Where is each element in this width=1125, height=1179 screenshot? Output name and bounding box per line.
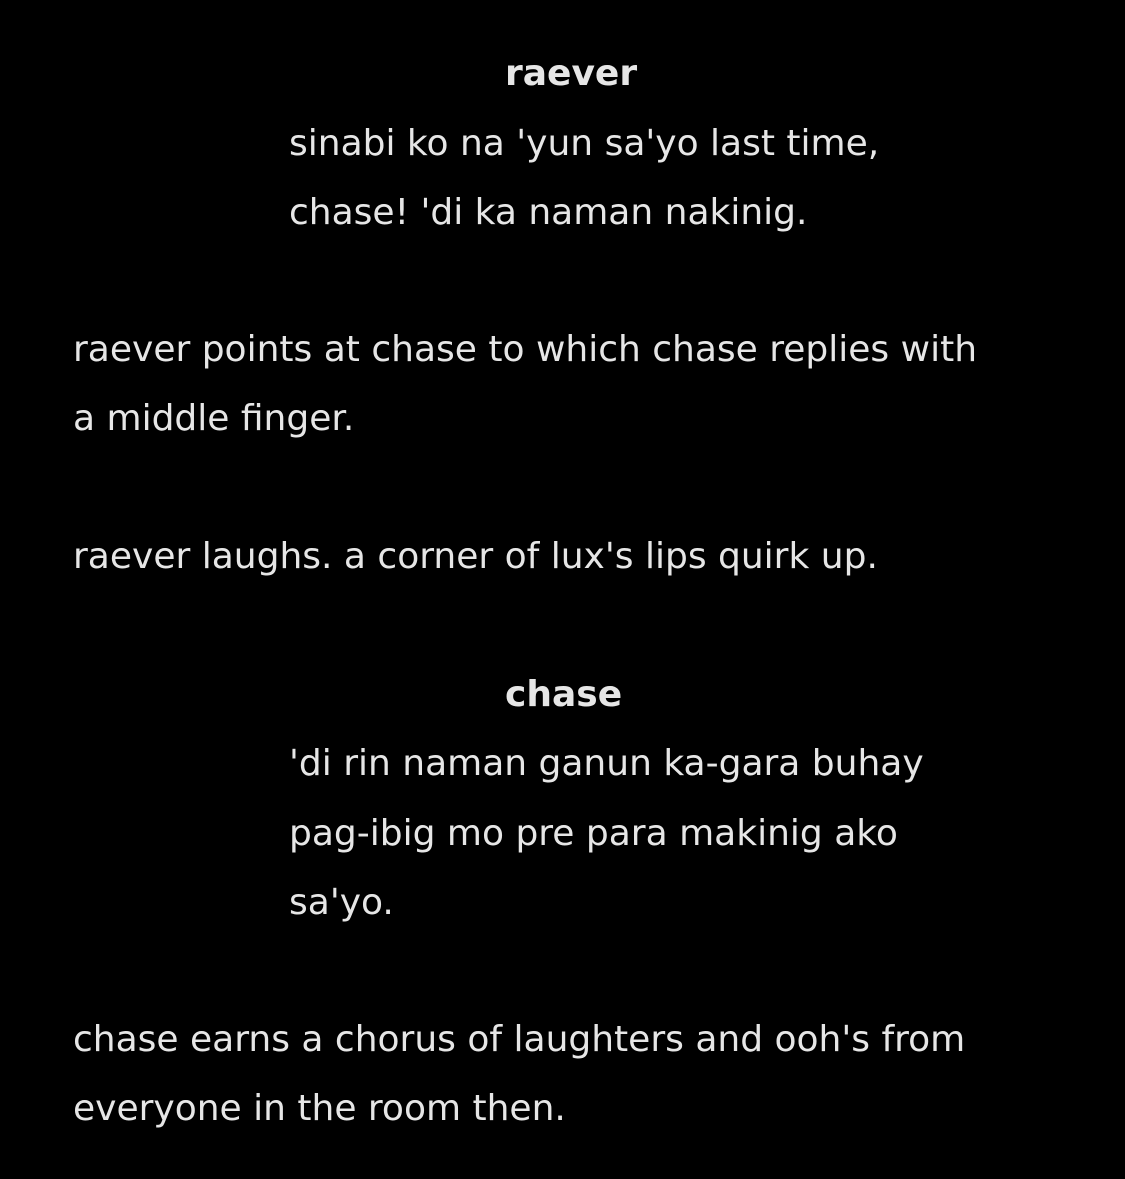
dialogue-line: pag-ibig mo pre para makinig ako	[289, 813, 898, 854]
action-line: raever laughs. a corner of lux's lips quirk up.	[73, 536, 878, 577]
action-line: a middle finger.	[73, 398, 355, 439]
speaker-name: chase	[505, 674, 623, 715]
action-line: raever points at chase to which chase replies with	[73, 329, 978, 370]
speaker-name: raever	[505, 53, 638, 94]
dialogue-line: 'di rin naman ganun ka-gara buhay	[289, 743, 924, 784]
dialogue-line: sinabi ko na 'yun sa'yo last time,	[289, 123, 880, 164]
action-line: chase earns a chorus of laughters and ooh's from	[73, 1019, 966, 1060]
dialogue-line: sa'yo.	[289, 882, 394, 923]
dialogue-line: chase! 'di ka naman nakinig.	[289, 192, 808, 233]
action-line: everyone in the room then.	[73, 1088, 566, 1129]
